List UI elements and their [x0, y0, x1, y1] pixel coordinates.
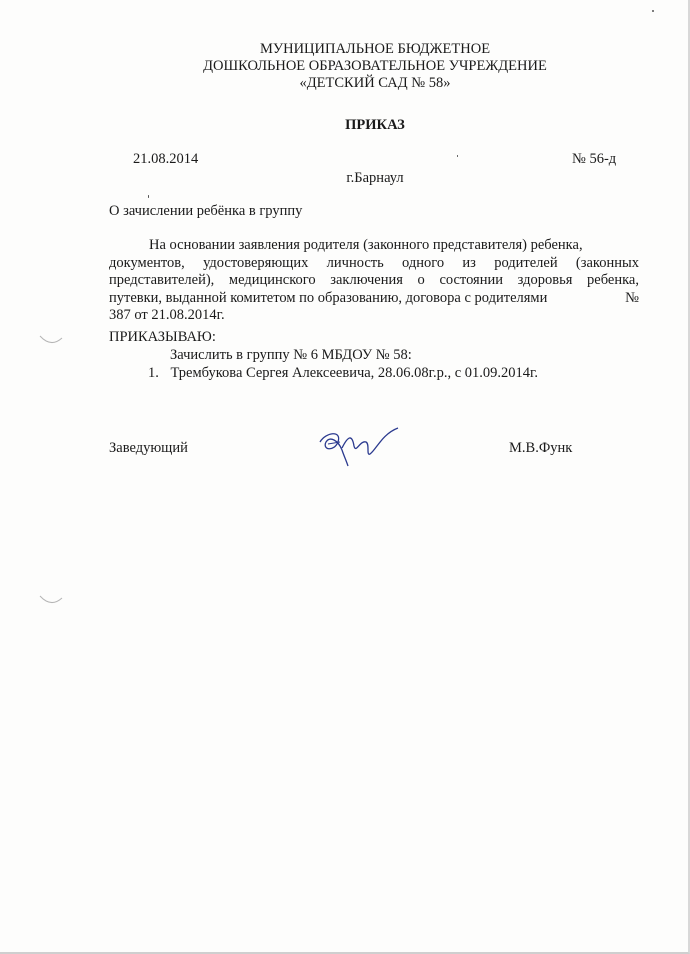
signatory-position: Заведующий: [109, 440, 188, 456]
punch-hole-mark: [38, 332, 64, 348]
basis-line-5: 387 от 21.08.2014г.: [109, 307, 225, 323]
order-word: ПРИКАЗЫВАЮ:: [109, 329, 216, 345]
basis-line-4: [109, 290, 639, 308]
enroll-statement: Зачислить в группу № 6 МБДОУ № 58:: [170, 347, 412, 363]
header-line-1: МУНИЦИПАЛЬНОЕ БЮДЖЕТНОЕ: [259, 41, 491, 57]
header-line-2: ДОШКОЛЬНОЕ ОБРАЗОВАТЕЛЬНОЕ УЧРЕЖДЕНИЕ: [203, 58, 547, 74]
order-number: № 56-д: [572, 151, 617, 167]
list-item: [148, 365, 538, 382]
institution-header: [0, 41, 690, 92]
order-date: 21.08.2014: [133, 151, 199, 167]
scan-speck: [148, 195, 149, 198]
scan-speck: [457, 155, 458, 157]
document-title: ПРИКАЗ: [345, 117, 405, 133]
list-item-index: 1.: [148, 365, 159, 381]
list-item-text: Трембукова Сергея Алексеевича, 28.06.08г.р., с 01.09.2014г.: [170, 365, 538, 381]
basis-line-2: документов, удостоверяющих личность одного из родителей (законных: [109, 254, 639, 271]
basis-line-1: На основании заявления родителя (законного представителя) ребенка,: [149, 237, 583, 253]
basis-paragraph: [109, 237, 639, 325]
order-subject: О зачислении ребёнка в группу: [109, 203, 303, 219]
order-city: г.Барнаул: [346, 170, 404, 186]
scan-speck: [652, 10, 654, 12]
handwritten-signature-icon: [312, 420, 402, 470]
signatory-name: М.В.Функ: [509, 440, 573, 456]
header-line-3: «ДЕТСКИЙ САД № 58»: [299, 75, 451, 91]
basis-line-4-text: путевки, выданной комитетом по образованию, договора с родителями: [109, 289, 548, 306]
punch-hole-mark: [38, 592, 64, 608]
basis-line-3: представителей), медицинского заключения о состоянии здоровья ребенка,: [109, 272, 639, 288]
basis-line-4-num: №: [625, 289, 639, 306]
